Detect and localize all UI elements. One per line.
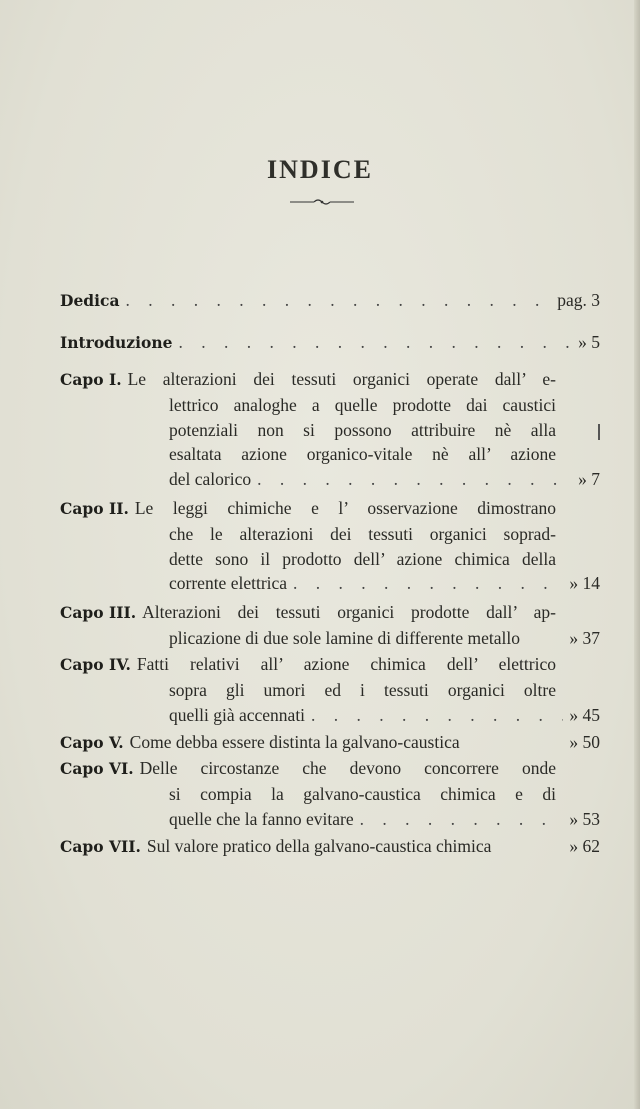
chapter-text-line: quelle che la fanno evitare: [169, 808, 354, 829]
chapter-text-line: Delle circostanze che devono concorrere onde: [139, 758, 556, 778]
page-ref: » 50: [569, 732, 600, 752]
toc-label: Introduzione: [60, 333, 173, 352]
toc-chapter-5: [60, 730, 600, 756]
chapter-text-line: si compia la galvano-caustica chimica e di: [169, 783, 556, 804]
chapter-heading: Capo II.: [60, 499, 129, 518]
chapter-heading: Capo V.: [60, 733, 124, 752]
chapter-text-line: Le alterazioni dei tessuti organici operate dall’ e-: [127, 369, 556, 389]
page-ref: » 45: [569, 704, 600, 725]
chapter-heading: Capo I.: [60, 370, 122, 389]
chapter-text-line: Sul valore pratico della galvano-caustica chimica: [146, 836, 492, 856]
dot-leader: [257, 467, 572, 492]
toc-chapter-6: [60, 756, 600, 831]
toc-chapter-1: [60, 367, 600, 492]
chapter-text-line: Fatti relativi all’ azione chimica dell’ elettrico: [136, 654, 556, 674]
chapter-text-line: corrente elettrica: [169, 573, 288, 594]
toc-label: Dedica: [60, 291, 120, 310]
dot-leader: [178, 330, 572, 355]
chapter-text-line: lettrico analoghe a quelle prodotte dai caustici: [169, 394, 556, 415]
title-ornament: [290, 198, 354, 206]
chapter-heading: Capo III.: [60, 603, 137, 622]
dot-leader: [360, 807, 564, 832]
chapter-heading: Capo VI.: [60, 759, 134, 778]
chapter-text-line: del calorico: [169, 469, 252, 490]
chapter-text-line: che le alterazioni dei tessuti organici soprad-: [169, 523, 556, 544]
chapter-text-line: Come debba essere distinta la galvano-caustica: [129, 732, 460, 752]
toc-chapter-2: [60, 496, 600, 596]
chapter-text-line: plicazione di due sole lamine di differente metallo: [169, 627, 521, 648]
chapter-text-line: quelli già accennati: [169, 704, 306, 725]
dot-leader: [311, 703, 563, 728]
chapter-text-line: dette sono il prodotto dell’ azione chimica della: [169, 548, 556, 569]
chapter-text-line: potenziali non si possono attribuire nè alla: [169, 419, 556, 440]
toc-entry-dedica: [60, 288, 600, 314]
toc-chapter-3: [60, 600, 600, 651]
dot-leader: [126, 288, 552, 313]
toc-chapter-4: [60, 652, 600, 727]
page-ref: » 37: [569, 627, 600, 648]
toc-entry-introduzione: [60, 330, 600, 356]
chapter-text-line: sopra gli umori ed i tessuti organici oltre: [169, 679, 556, 700]
chapter-text-line: esaltata azione organico-vitale nè all’ azione: [169, 444, 556, 465]
page-ref: » 7: [578, 469, 600, 490]
chapter-text-line: Alterazioni dei tessuti organici prodotte dall’ ap-: [142, 602, 556, 622]
page-ref: » 62: [569, 836, 600, 856]
page-ref: » 5: [578, 332, 600, 352]
dot-leader: [293, 571, 563, 596]
page-title: INDICE: [267, 155, 373, 184]
page-ref: » 53: [569, 808, 600, 829]
chapter-text-line: Le leggi chimiche e l’ osservazione dimostrano: [134, 498, 556, 518]
ink-mark: [592, 424, 600, 440]
chapter-heading: Capo IV.: [60, 655, 131, 674]
page-ref: » 14: [569, 573, 600, 594]
toc-chapter-7: [60, 834, 600, 860]
chapter-heading: Capo VII.: [60, 837, 141, 856]
page-ref: pag. 3: [557, 290, 600, 310]
